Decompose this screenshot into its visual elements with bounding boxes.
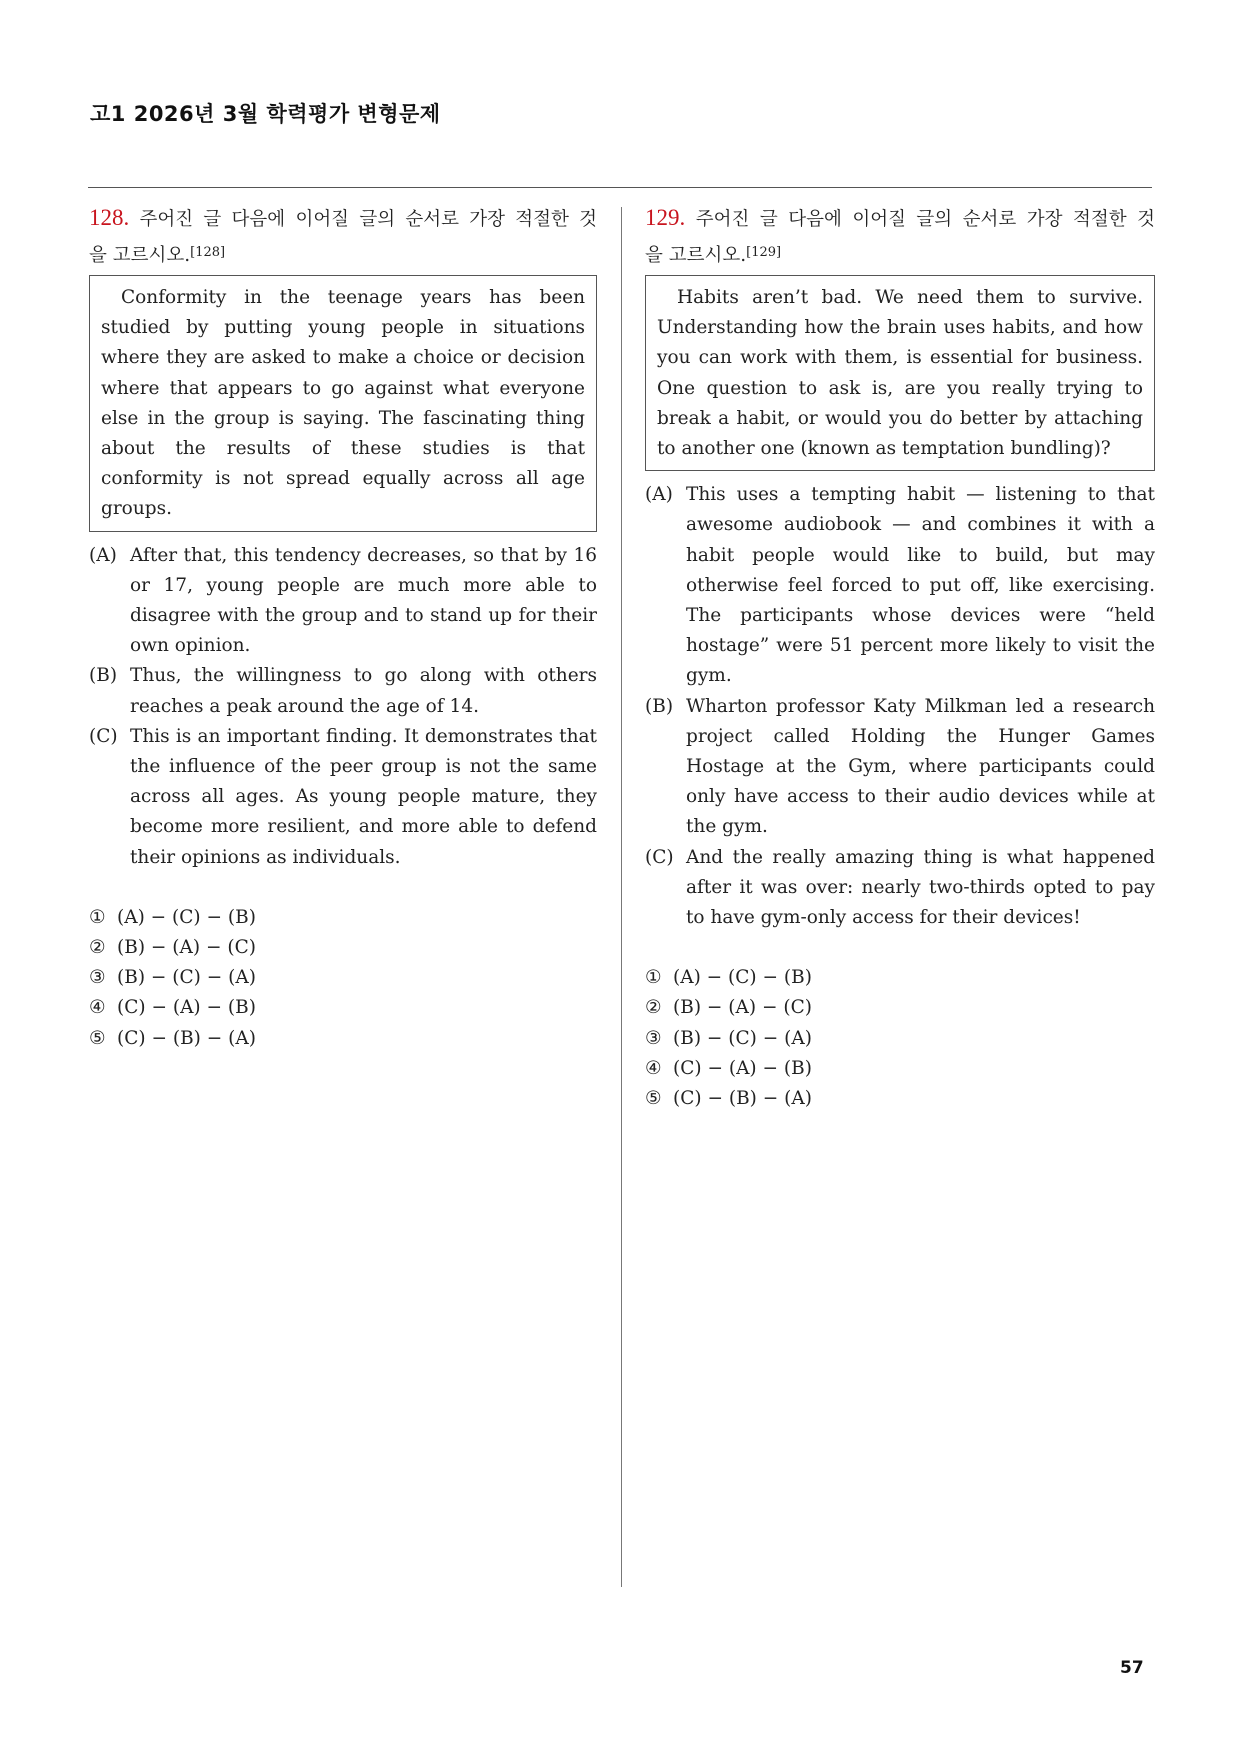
choice-text: (C) − (A) − (B) <box>117 997 256 1019</box>
choice-number: ③ <box>645 1027 662 1049</box>
question-ref: [129] <box>746 245 782 260</box>
choice-text: (C) − (B) − (A) <box>117 1027 256 1049</box>
choice-2[interactable] <box>645 993 1155 1023</box>
answer-choices <box>89 903 597 1054</box>
question-prompt-cont <box>645 238 1155 271</box>
passage-parts <box>89 541 597 873</box>
choice-text: (B) − (A) − (C) <box>117 937 256 959</box>
choice-number: ③ <box>89 967 106 989</box>
choice-number: ④ <box>89 997 106 1019</box>
part-a <box>645 480 1155 691</box>
part-text: This uses a tempting habit — listening to that awesome audiobook — and combines it with a habit people would like to build, but may otherwise feel forced to put off, like exercising. The participants whose devices were “held hostage” were 51 percent more likely to visit the gym. <box>686 484 1155 687</box>
question-129 <box>645 200 1155 1114</box>
question-prompt-cont <box>89 238 597 271</box>
part-b <box>645 692 1155 843</box>
page-header-title: 고1 2026년 3월 학력평가 변형문제 <box>90 102 441 126</box>
question-number: 129. <box>645 205 686 230</box>
choice-1[interactable] <box>89 903 597 933</box>
header-divider <box>88 187 1152 188</box>
part-c <box>89 722 597 873</box>
choice-3[interactable] <box>89 963 597 993</box>
choice-number: ① <box>645 967 662 989</box>
part-text: And the really amazing thing is what happened after it was over: nearly two-thirds opted to pay to have gym-only access for their devices! <box>686 846 1155 929</box>
choice-4[interactable] <box>89 993 597 1023</box>
part-label: (B) <box>645 695 674 717</box>
given-passage: Conformity in the teenage years has been studied by putting young people in situations where they are asked to make a choice or decision where that appears to go against what everyone else in the group is saying. The fascinating thing about the results of these studies is that conformity is not spread equally across all age groups. <box>89 275 597 532</box>
choice-text: (C) − (B) − (A) <box>673 1088 812 1110</box>
part-label: (A) <box>645 484 673 506</box>
prompt-line-2: 을 고르시오. <box>645 245 747 266</box>
part-text: After that, this tendency decreases, so that by 16 or 17, young people are much more able to disagree with the group and to stand up for their own opinion. <box>130 544 597 657</box>
part-label: (C) <box>89 725 118 747</box>
part-label: (B) <box>89 665 118 687</box>
answer-choices <box>645 963 1155 1114</box>
question-number: 128. <box>89 205 130 230</box>
part-label: (C) <box>645 846 674 868</box>
page-number: 57 <box>1120 1658 1144 1678</box>
choice-text: (B) − (A) − (C) <box>673 997 812 1019</box>
choice-number: ② <box>645 997 662 1019</box>
part-c <box>645 843 1155 934</box>
prompt-line-2: 을 고르시오. <box>89 245 191 266</box>
choice-text: (C) − (A) − (B) <box>673 1057 812 1079</box>
choice-5[interactable] <box>645 1084 1155 1114</box>
choice-5[interactable] <box>89 1024 597 1054</box>
question-128 <box>89 200 597 1054</box>
prompt-line-1: 주어진 글 다음에 이어질 글의 순서로 가장 적절한 것 <box>695 209 1155 230</box>
choice-1[interactable] <box>645 963 1155 993</box>
choice-number: ② <box>89 937 106 959</box>
choice-4[interactable] <box>645 1054 1155 1084</box>
given-passage: Habits aren’t bad. We need them to survive. Understanding how the brain uses habits, and how you can work with them, is essential for business. One question to ask is, are you really trying to break a habit, or would you do better by attaching to another one (known as temptation bundling)? <box>645 275 1155 471</box>
prompt-line-1: 주어진 글 다음에 이어질 글의 순서로 가장 적절한 것 <box>139 209 597 230</box>
part-a <box>89 541 597 662</box>
choice-text: (A) − (C) − (B) <box>117 906 256 928</box>
choice-text: (B) − (C) − (A) <box>117 967 256 989</box>
choice-number: ⑤ <box>645 1088 662 1110</box>
choice-text: (A) − (C) − (B) <box>673 967 812 989</box>
passage-parts <box>645 480 1155 933</box>
choice-2[interactable] <box>89 933 597 963</box>
choice-number: ⑤ <box>89 1027 106 1049</box>
part-text: Wharton professor Katy Milkman led a research project called Holding the Hunger Games Hostage at the Gym, where participants could only have access to their audio devices while at the gym. <box>686 695 1155 838</box>
choice-text: (B) − (C) − (A) <box>673 1027 812 1049</box>
part-text: This is an important finding. It demonstrates that the influence of the peer group is not the same across all ages. As young people mature, they become more resilient, and more able to defend their opinions as individuals. <box>130 725 597 868</box>
question-prompt <box>89 200 597 238</box>
part-b <box>89 661 597 721</box>
choice-number: ④ <box>645 1057 662 1079</box>
choice-3[interactable] <box>645 1024 1155 1054</box>
part-text: Thus, the willingness to go along with others reaches a peak around the age of 14. <box>130 665 597 717</box>
column-divider <box>621 207 622 1587</box>
question-ref: [128] <box>190 245 226 260</box>
question-prompt <box>645 200 1155 238</box>
choice-number: ① <box>89 906 106 928</box>
part-label: (A) <box>89 544 117 566</box>
